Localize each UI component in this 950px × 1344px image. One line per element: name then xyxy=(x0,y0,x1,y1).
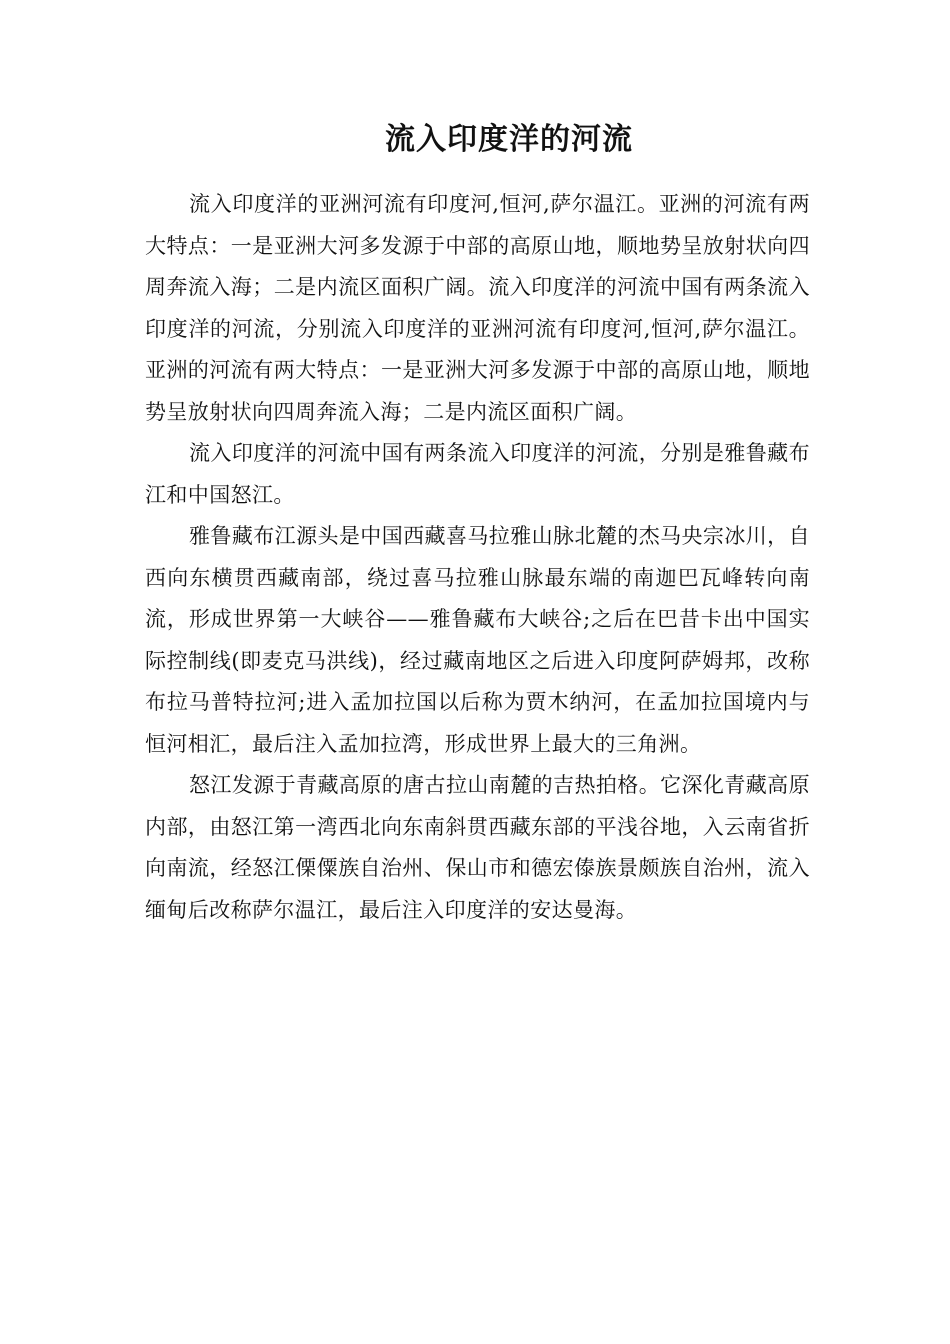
document-title: 流入印度洋的河流 xyxy=(385,122,633,157)
paragraph-3: 雅鲁藏布江源头是中国西藏喜马拉雅山脉北麓的杰马央宗冰川，自西向东横贯西藏南部，绕过喜马拉雅山脉最东端的南迦巴瓦峰转向南流，形成世界第一大峡谷——雅鲁藏布大峡谷;之后在巴昔卡出中国实际控制线(即麦克马洪线)，经过藏南地区之后进入印度阿萨姆邦，改称布拉马普特拉河;进入孟加拉国以后称为贾木纳河，在孟加拉国境内与恒河相汇，最后注入孟加拉湾，形成世界上最大的三角洲。 xyxy=(145,524,810,756)
document-body xyxy=(145,184,810,931)
paragraph-4: 怒江发源于青藏高原的唐古拉山南麓的吉热拍格。它深化青藏高原内部，由怒江第一湾西北向东南斜贯西藏东部的平浅谷地，入云南省折向南流，经怒江傈僳族自治州、保山市和德宏傣族景颇族自治州，流入缅甸后改称萨尔温江，最后注入印度洋的安达曼海。 xyxy=(145,773,810,922)
paragraph-1: 流入印度洋的亚洲河流有印度河,恒河,萨尔温江。亚洲的河流有两大特点：一是亚洲大河多发源于中部的高原山地，顺地势呈放射状向四周奔流入海；二是内流区面积广阔。流入印度洋的河流中国有两条流入印度洋的河流，分别流入印度洋的亚洲河流有印度河,恒河,萨尔温江。亚洲的河流有两大特点：一是亚洲大河多发源于中部的高原山地，顺地势呈放射状向四周奔流入海；二是内流区面积广阔。 xyxy=(145,192,810,424)
paragraph-2: 流入印度洋的河流中国有两条流入印度洋的河流，分别是雅鲁藏布江和中国怒江。 xyxy=(145,441,810,507)
